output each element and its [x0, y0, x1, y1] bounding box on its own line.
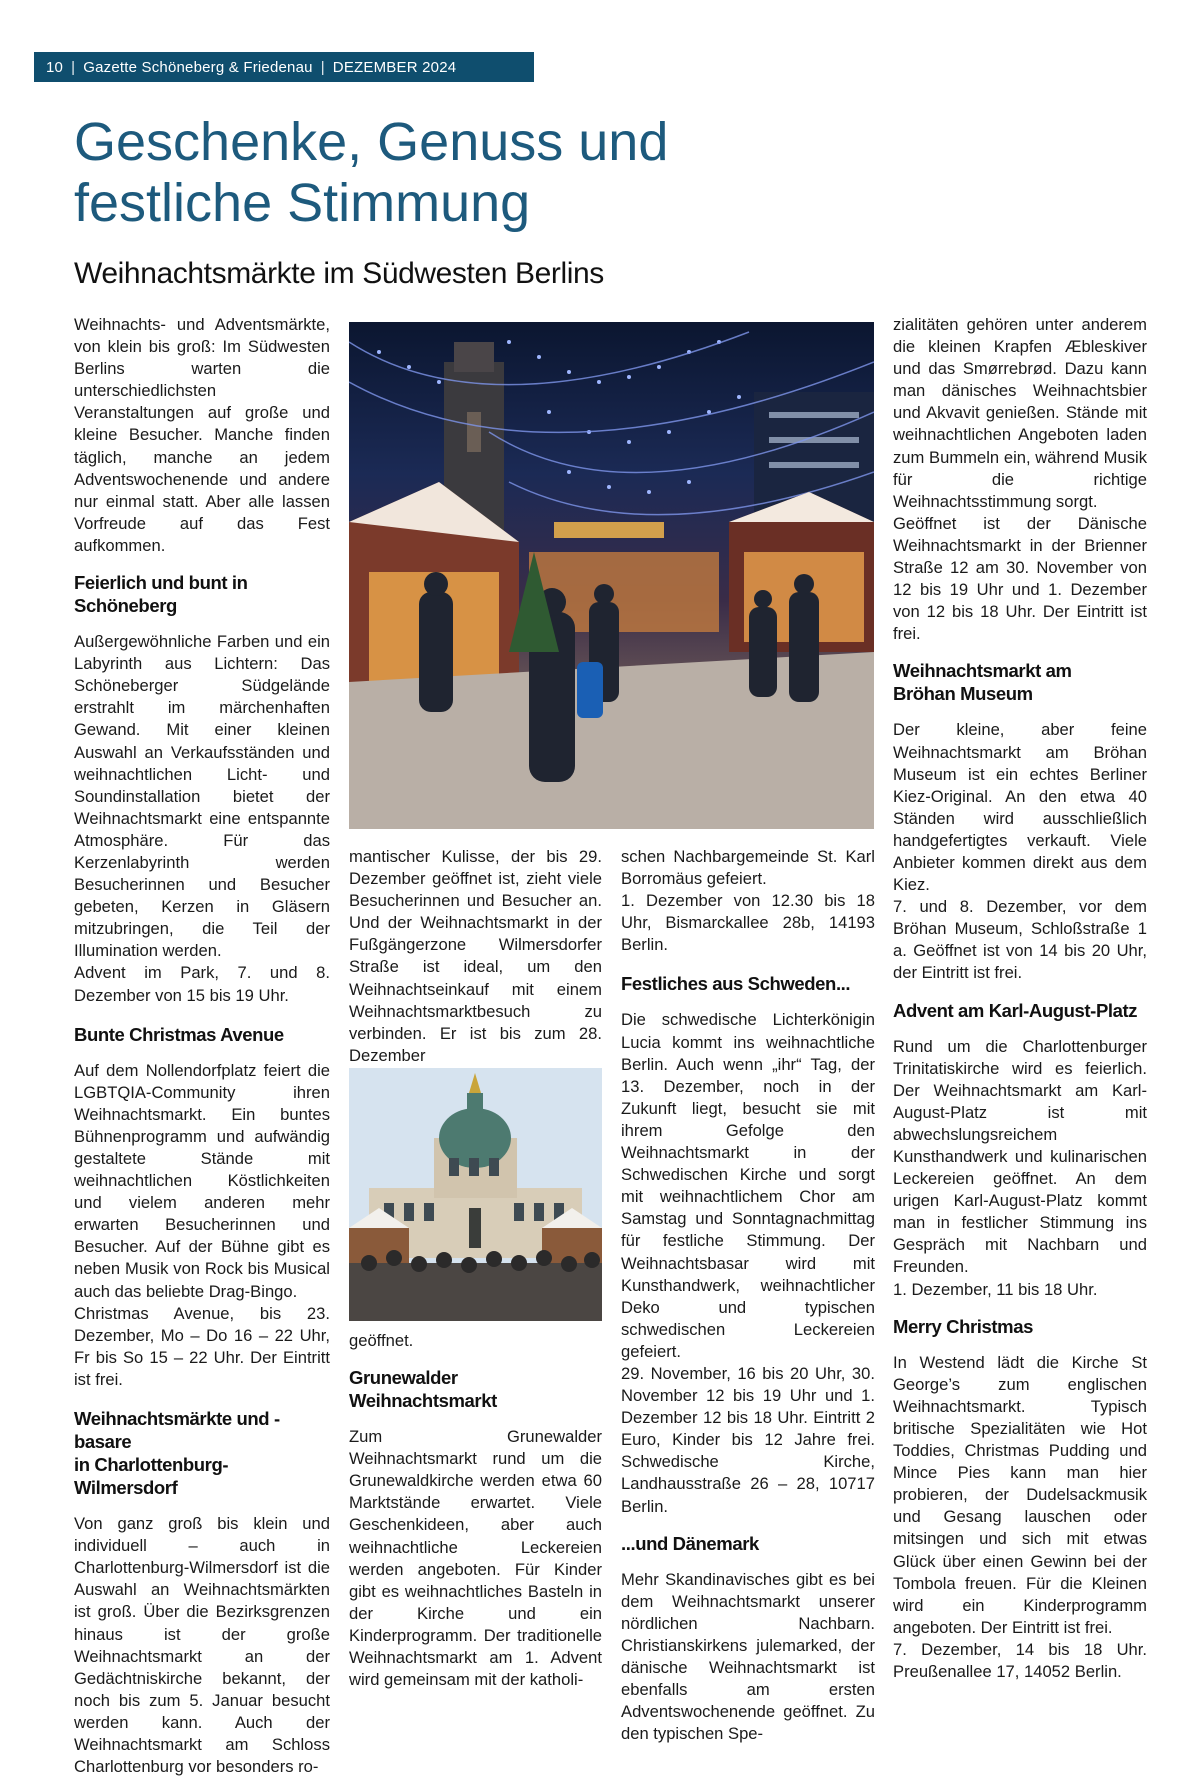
- issue-date: DEZEMBER 2024: [332, 58, 457, 76]
- body-paragraph: Auf dem Nollendorfplatz feiert die LGBTQIA-Community ihren Weihnachtsmarkt. Ein buntes Bühnenprogramm und aufwändig gestaltete Stände mit weihnachtlichen Köstlichkeiten und vielem anderen mehr erwarten Besucherinnen und Besucher. Auf der Bühne gibt es neben Musik von Rock bis Musical auch das beliebte Drag-Bingo.: [74, 1060, 330, 1301]
- column-4: [893, 314, 1147, 1683]
- christmas-market-photo: [349, 322, 874, 829]
- column-2-continued: [349, 1330, 602, 1691]
- event-info: 1. Dezember von 12.30 bis 18 Uhr, Bismarckallee 28b, 14193 Berlin.: [621, 891, 875, 955]
- article-title: [74, 112, 974, 234]
- event-info: 7. Dezember, 14 bis 18 Uhr. Preußenallee 17, 14052 Berlin.: [893, 1639, 1147, 1681]
- event-info: 7. und 8. Dezember, vor dem Bröhan Museum, Schloßstraße 1 a. Geöffnet ist von 14 bis 20 Uhr, der Eintritt ist frei.: [893, 897, 1147, 983]
- heading-line: Weihnachtsmarkt am: [893, 660, 1072, 682]
- body-paragraph: geöffnet.: [349, 1331, 414, 1350]
- body-paragraph: mantischer Kulisse, der bis 29. Dezember geöffnet ist, zieht viele Besucherinnen und Besucher an. Und der Weihnachtsmarkt in der Fußgängerzone Wilmersdorfer Straße ist ideal, um den Weihnachtseinkauf mit einem Weihnachtsmarktbesuch zu verbinden. Er ist bis zum 28. Dezember: [349, 847, 602, 1065]
- event-info: 29. November, 16 bis 20 Uhr, 30. November 12 bis 19 Uhr und 1. Dezember 12 bis 18 Uhr. Eintritt 2 Euro, Kinder bis 12 Jahre frei. Schwedische Kirche, Landhausstraße 26 – 28, 10717 Berlin.: [621, 1363, 875, 1516]
- event-info: Christmas Avenue, bis 23. Dezember, Mo – Do 16 – 22 Uhr, Fr bis So 15 – 22 Uhr. Der Eintritt ist frei.: [74, 1303, 330, 1389]
- event-info: Advent im Park, 7. und 8. Dezember von 15 bis 19 Uhr.: [74, 963, 330, 1005]
- section-heading: Advent am Karl-August-Platz: [893, 999, 1138, 1021]
- publication-name: Gazette Schöneberg & Friedenau: [83, 58, 313, 76]
- header-separator: |: [320, 58, 325, 76]
- schloss-charlottenburg-photo: [349, 1068, 602, 1321]
- section-heading: Festliches aus Schweden...: [621, 973, 851, 995]
- column-1: [74, 314, 330, 1778]
- section-heading: [893, 659, 1147, 705]
- body-paragraph: Mehr Skandinavisches gibt es bei dem Weihnachtsmarkt unserer nördlichen Nachbarn. Christianskirkens julemarked, der dänische Weihnachtsmarkt ist ebenfalls am ersten Adventswochenende geöffnet. Zu den typischen Spe-: [621, 1569, 875, 1744]
- column-2: [349, 846, 602, 1067]
- event-info: Geöffnet ist der Dänische Weihnachtsmarkt in der Brienner Straße 12 am 30. November von 12 bis 19 Uhr und 1. Dezember von 12 bis 18 Uhr. Der Eintritt ist frei.: [893, 513, 1147, 644]
- body-paragraph: Rund um die Charlottenburger Trinitatiskirche wird es feierlich. Der Weihnachtsmarkt am Karl-August-Platz ist mit abwechslungsreichem Kunsthandwerk und kulinarischen Leckereien geöffnet. An dem urigen Karl-August-Platz kommt man in festlicher Stimmung ins Gespräch mit Nachbarn und Freunden.: [893, 1036, 1147, 1277]
- body-paragraph: Von ganz groß bis klein und individuell – auch in Charlottenburg-Wilmersdorf ist die Auswahl an Weihnachtsmärkten ist groß. Über die Bezirksgrenzen hinaus ist der große Weihnachtsmarkt an der Gedächtniskirche bekannt, der noch bis zum 5. Januar besucht werden kann. Auch der Weihnachtsmarkt am Schloss Charlottenburg vor besonders ro-: [74, 1514, 330, 1777]
- body-paragraph: In Westend lädt die Kirche St George’s zum englischen Weihnachtsmarkt. Typisch britische Spezialitäten wie Hot Toddies, Christmas Pudding und Mince Pies kann man hier probieren, der Dudelsackmusik und Gesang lauschen oder mitsingen und sich mit etwas Glück über einen Gewinn bei der Tombola freuen. Für die Kleinen wird ein Kinderprogramm angeboten. Der Eintritt ist frei.: [893, 1352, 1147, 1637]
- section-heading: Merry Christmas: [893, 1315, 1034, 1337]
- body-paragraph: Außergewöhnliche Farben und ein Labyrinth aus Lichtern: Das Schöneberger Südgelände erstrahlt im märchenhaften Gewand. Mit einer kleinen Auswahl an Verkaufsständen und weihnachtlichen Licht- und Soundinstallation bietet der Weihnachtsmarkt eine entspannte Atmosphäre. Für das Kerzenlabyrinth werden Besucherinnen und Besucher gebeten, Kerzen in Gläsern mitzubringen, die Teil der Illumination werden.: [74, 632, 330, 961]
- column-3: [621, 846, 875, 1745]
- section-heading: Grunewalder Weihnachtsmarkt: [349, 1367, 497, 1412]
- body-paragraph: Zum Grunewalder Weihnachtsmarkt rund um die Grunewaldkirche werden etwa 60 Marktstände erwartet. Viele Geschenkideen, aber auch weihnachtliche Leckereien werden angeboten. Für Kinder gibt es weihnachtliches Basteln in der Kirche und ein Kinderprogramm. Der traditionelle Weihnachtsmarkt am 1. Advent wird gemeinsam mit der katholi-: [349, 1427, 602, 1690]
- intro-paragraph: Weihnachts- und Adventsmärkte, von klein bis groß: Im Südwesten Berlins warten die unterschiedlichsten Veranstaltungen auf große und kleine Besucher. Manche finden täglich, manche an jedem Adventswochenende und andere nur einmal statt. Aber alle lassen Vorfreude auf das Fest aufkommen.: [74, 315, 330, 555]
- article-subtitle: Weihnachtsmärkte im Südwesten Berlins: [74, 257, 604, 290]
- section-heading: Bunte Christmas Avenue: [74, 1023, 284, 1045]
- header-separator: |: [71, 58, 76, 76]
- section-heading: [74, 1407, 330, 1499]
- body-paragraph: Die schwedische Lichterkönigin Lucia kommt ins weihnachtliche Berlin. Auch wenn „ihr“ Tag, der 13. Dezember, noch in der Zukunft liegt, besucht sie mit ihrem Gefolge den Weihnachtsmarkt in der Schwedischen Kirche und sorgt mit weihnachtlichem Chor am Samstag und Sonntagnachmittag für festliche Stimmung. Der Weihnachtsbasar wird mit Kunsthandwerk, weihnachtlicher Deko und typischen schwedischen Leckereien gefeiert.: [621, 1010, 875, 1361]
- heading-line: Weihnachtsmärkte und -basare: [74, 1408, 280, 1453]
- heading-line: in Charlottenburg-Wilmersdorf: [74, 1454, 229, 1499]
- article-title-line: Geschenke, Genuss und: [74, 112, 669, 172]
- body-paragraph: schen Nachbargemeinde St. Karl Borromäus gefeiert.: [621, 847, 875, 889]
- page-number: 10: [46, 58, 64, 76]
- event-info: 1. Dezember, 11 bis 18 Uhr.: [893, 1279, 1098, 1299]
- section-heading: Feierlich und bunt in Schöneberg: [74, 572, 248, 617]
- heading-line: Bröhan Museum: [893, 683, 1033, 705]
- section-heading: ...und Dänemark: [621, 1532, 759, 1554]
- body-paragraph: Der kleine, aber feine Weihnachtsmarkt am Bröhan Museum ist ein echtes Berliner Kiez-Original. An den etwa 40 Ständen wird ausschließlich handgefertigtes verkauft. Viele Anbieter kommen direkt aus dem Kiez.: [893, 720, 1147, 895]
- page-header-bar: [34, 52, 534, 82]
- body-paragraph: zialitäten gehören unter anderem die kleinen Krapfen Æbleskiver und das Smørrebrød. Dazu kann man dänisches Weihnachtsbier und Akvavit genießen. Stände mit weihnachtlichen Angeboten laden zum Bummeln ein, während Musik für die richtige Weihnachtsstimmung sorgt.: [893, 315, 1147, 511]
- article-title-line: festliche Stimmung: [74, 173, 531, 233]
